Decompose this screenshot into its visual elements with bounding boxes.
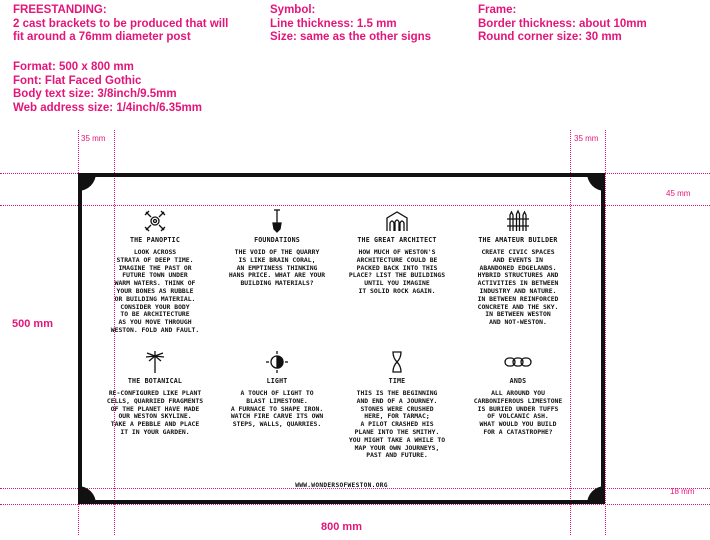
item-title: FOUNDATIONS bbox=[254, 236, 300, 244]
item-panoptic bbox=[96, 209, 214, 335]
item-great-architect bbox=[338, 209, 456, 296]
hourglass-icon bbox=[385, 350, 409, 374]
item-title: TIME bbox=[388, 377, 406, 385]
item-ands bbox=[459, 350, 577, 437]
guide-bottom-edge bbox=[0, 504, 710, 505]
item-amateur-builder bbox=[459, 209, 577, 327]
item-title: THE PANOPTIC bbox=[129, 236, 181, 244]
sign-frame bbox=[78, 173, 605, 504]
spade-icon bbox=[265, 209, 289, 233]
corner-top-left bbox=[78, 173, 96, 191]
item-body: A TOUCH OF LIGHT TO BLAST LIMESTONE. A FURNACE TO SHAPE IRON. WATCH FIRE CARVE ITS OWN STEPS, WALLS, QUARRIES. bbox=[230, 389, 324, 429]
dim-right-margin: 35 mm bbox=[574, 134, 599, 143]
item-body: CREATE CIVIC SPACES AND EVENTS IN ABANDONED EDGELANDS. HYBRID STRUCTURES AND ACTIVITIES IN BETWEEN INDUSTRY AND NATURE. IN BETWEEN REINFORCED CONCRETE AND THE SKY. IN BETWEEN WESTON AND NOT-WESTON. bbox=[477, 248, 559, 327]
item-title: THE GREAT ARCHITECT bbox=[357, 236, 437, 244]
dim-width: 800 mm bbox=[321, 521, 362, 533]
chain-icon bbox=[504, 350, 532, 374]
panoptic-icon bbox=[143, 209, 167, 233]
item-title: THE AMATEUR BUILDER bbox=[478, 236, 558, 244]
item-body: THIS IS THE BEGINNING AND END OF A JOURNEY. STONES WERE CRUSHED HERE, FOR TARMAC; A PILOT CRASHED HIS PLANE INTO THE SMITHY. YOU MIGHT TAKE A WHILE TO MAP YOUR OWN JOURNEYS, PAST AND FUTURE. bbox=[348, 389, 446, 460]
item-body: THE VOID OF THE QUARRY IS LIKE BRAIN CORAL, AN EMPTINESS THINKING HANS PRICE. WHAT ARE YOUR BUILDING MATERIALS? bbox=[228, 248, 326, 288]
fence-icon bbox=[506, 209, 530, 233]
corner-top-right bbox=[587, 173, 605, 191]
item-body: LOOK ACROSS STRATA OF DEEP TIME. IMAGINE THE PAST OR FUTURE TOWN UNDER WARM WATERS. THINK OF YOUR BONES AS RUBBLE OR BUILDING MATERIAL. CONSIDER YOUR BODY TO BE ARCHITECTURE AS YOU MOVE THROUGH WESTON. FOLD AND FAULT. bbox=[110, 248, 200, 334]
spec-freestanding: FREESTANDING: 2 cast brackets to be produced that will fit around a 76mm diameter post bbox=[13, 4, 229, 43]
arches-icon bbox=[385, 209, 409, 233]
web-address: WWW.WONDERSOFWESTON.ORG bbox=[295, 482, 388, 489]
item-light bbox=[218, 350, 336, 429]
item-body: HOW MUCH OF WESTON'S ARCHITECTURE COULD BE PACKED BACK INTO THIS PLACE? LIST THE BUILDINGS UNTIL YOU IMAGINE IT SOLID ROCK AGAIN. bbox=[348, 248, 446, 295]
item-time bbox=[338, 350, 456, 460]
spec-format: Format: 500 x 800 mm Font: Flat Faced Gothic Body text size: 3/8inch/9.5mm Web address size: 1/4inch/6.35mm bbox=[13, 61, 202, 114]
spec-frame: Frame: Border thickness: about 10mm Round corner size: 30 mm bbox=[478, 4, 647, 43]
dim-left-margin: 35 mm bbox=[81, 134, 106, 143]
item-botanical bbox=[96, 350, 214, 437]
dim-bottom-margin: 18 mm bbox=[670, 487, 695, 496]
item-title: LIGHT bbox=[266, 377, 288, 385]
dim-height: 500 mm bbox=[12, 318, 53, 330]
dim-top-margin: 45 mm bbox=[666, 189, 691, 198]
item-foundations bbox=[218, 209, 336, 288]
item-body: ALL AROUND YOU CARBONIFEROUS LIMESTONE IS BURIED UNDER TUFFS OF VOLCANIC ASH. WHAT WOULD YOU BUILD FOR A CATASTROPHE? bbox=[473, 389, 563, 436]
guide-right-edge bbox=[605, 130, 606, 535]
item-body: RE-CONFIGURED LIKE PLANT CELLS, QUARRIED FRAGMENTS OF THE PLANET HAVE MADE OUR WESTON SKYLINE. TAKE A PEBBLE AND PLACE IT IN YOUR GARDEN. bbox=[106, 389, 204, 436]
spec-symbol: Symbol: Line thickness: 1.5 mm Size: same as the other signs bbox=[270, 4, 432, 43]
item-title: THE BOTANICAL bbox=[127, 377, 183, 385]
item-title: ANDS bbox=[509, 377, 527, 385]
plant-icon bbox=[143, 350, 167, 374]
sun-icon bbox=[265, 350, 289, 374]
